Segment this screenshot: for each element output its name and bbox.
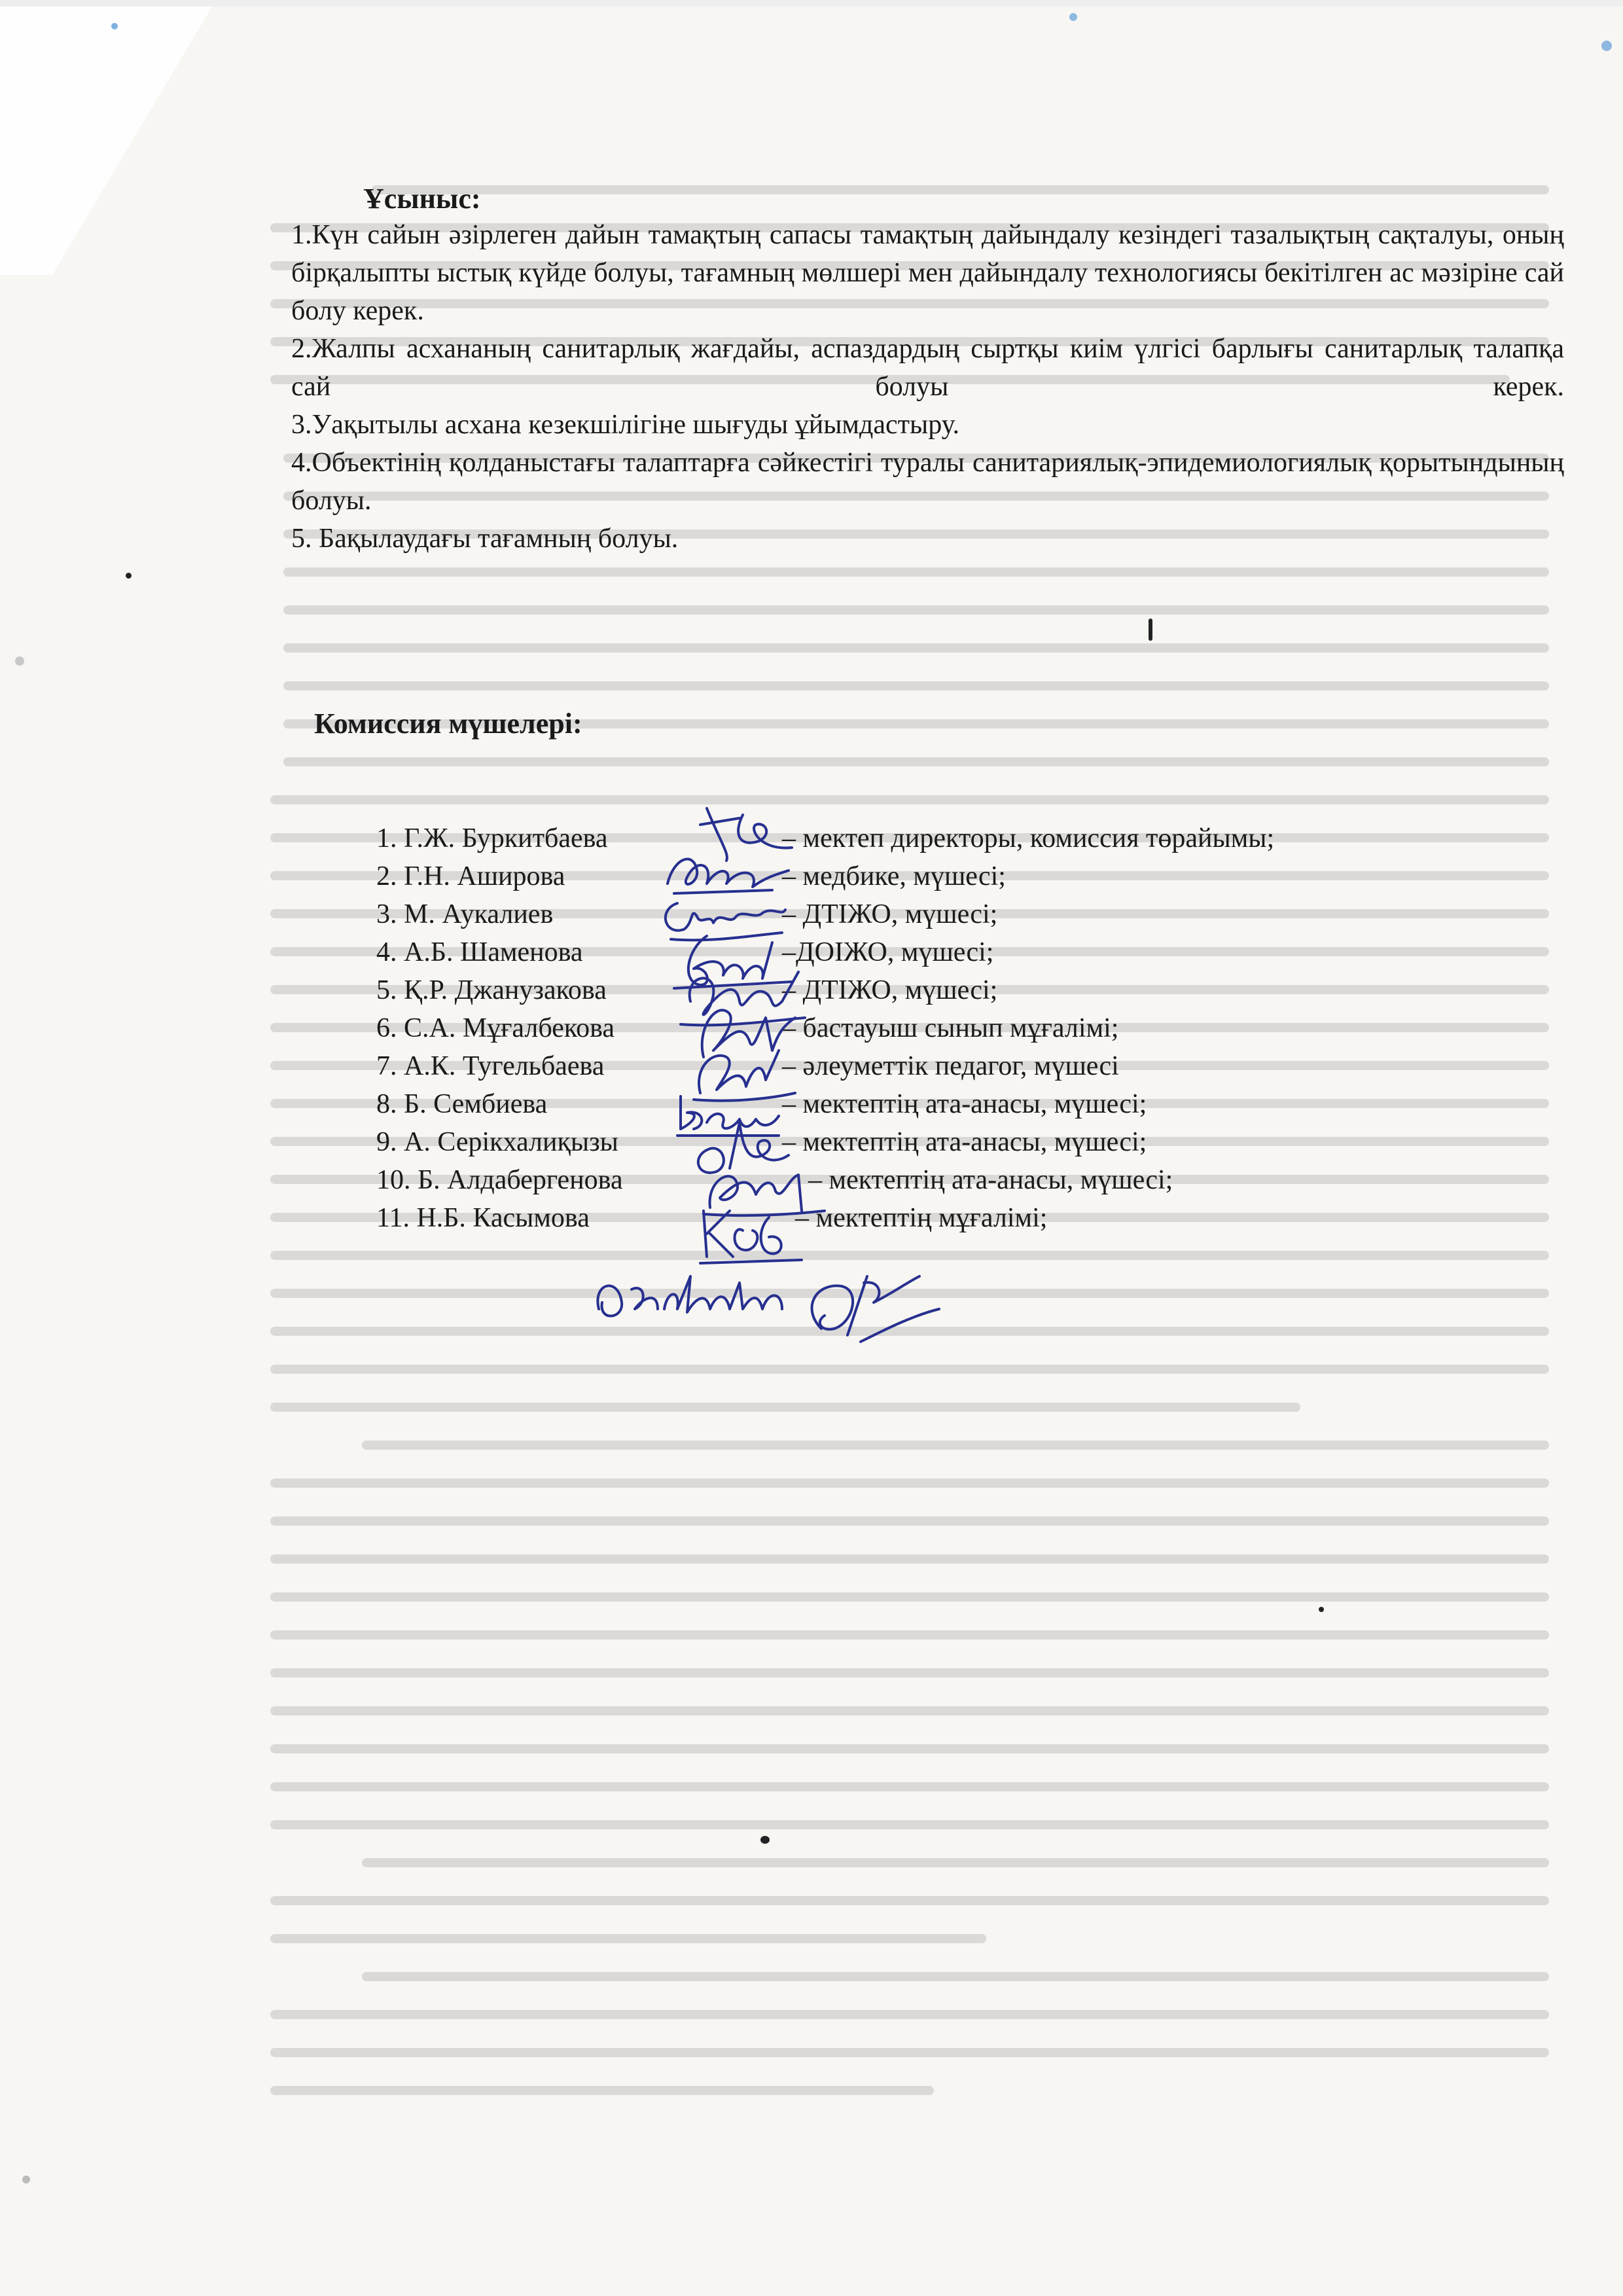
member-name: 8. Б. Сембиева <box>376 1089 548 1119</box>
member-name: 5. Қ.Р. Джанузакова <box>376 975 607 1005</box>
member-name: 4. А.Б. Шаменова <box>376 937 583 967</box>
stray-ink-dot <box>126 573 132 579</box>
member-role: – мектептің ата-анасы, мүшесі; <box>808 1165 1173 1195</box>
recommendations-title: Ұсыныс: <box>363 183 481 215</box>
stray-ink-dot <box>1149 619 1152 641</box>
member-role: – бастауыш сынып мұғалімі; <box>782 1013 1119 1043</box>
member-role: – әлеуметтік педагог, мүшесі <box>782 1051 1119 1081</box>
recommendation-item: 5. Бақылаудағы тағамның болуы. <box>291 524 679 554</box>
member-name: 3. М. Аукалиев <box>376 899 554 929</box>
member-name: 2. Г.Н. Аширова <box>376 861 565 891</box>
member-role: – ДТІЖО, мүшесі; <box>782 899 998 929</box>
member-name: 1. Г.Ж. Буркитбаева <box>376 823 608 853</box>
stray-ink-dot <box>760 1836 770 1844</box>
commission-title: Комиссия мүшелері: <box>314 708 582 740</box>
recommendation-item: 2.Жалпы асхананың санитарлық жағдайы, аспаздардың сыртқы киім үлгісі барлығы санитарлық талапқа сай болуы керек. <box>291 334 1564 402</box>
member-name: 7. А.К. Тугельбаева <box>376 1051 605 1081</box>
member-role: – медбике, мүшесі; <box>782 861 1006 891</box>
member-name: 11. Н.Б. Касымова <box>376 1203 590 1233</box>
member-role: – мектептің ата-анасы, мүшесі; <box>782 1127 1147 1157</box>
member-name: 9. А. Серікхалиқызы <box>376 1127 618 1157</box>
member-role: – мектептің мұғалімі; <box>795 1203 1048 1233</box>
member-name: 6. С.А. Мұғалбекова <box>376 1013 615 1043</box>
recommendation-item: 1.Күн сайын әзірлеген дайын тамақтың сапасы тамақтың дайындалу кезіндегі тазалықтың сақталуы, оның бірқалыпты ыстық күйде болуы, тағамның мөлшері мен дайындалу технологиясы бекітілген ас мәзіріне сай болу керек. <box>291 220 1564 326</box>
member-role: –ДОІЖО, мүшесі; <box>782 937 994 967</box>
recommendations-list <box>291 216 1564 558</box>
recommendation-item: 3.Уақытылы асхана кезекшілігіне шығуды ұйымдастыру. <box>291 410 959 440</box>
recommendation-item: 4.Объектінің қолданыстағы талаптарға сәйкестігі туралы санитариялық-эпидемиологиялық қорытындының болуы. <box>291 448 1564 516</box>
member-role: – мектептің ата-анасы, мүшесі; <box>782 1089 1147 1119</box>
member-role: – ДТІЖО, мүшесі; <box>782 975 998 1005</box>
member-name: 10. Б. Алдабергенова <box>376 1165 623 1195</box>
stray-ink-dot <box>1319 1607 1324 1612</box>
member-role: – мектеп директоры, комиссия төрайымы; <box>782 823 1275 853</box>
signature-bottom-handwriting <box>586 1257 952 1361</box>
